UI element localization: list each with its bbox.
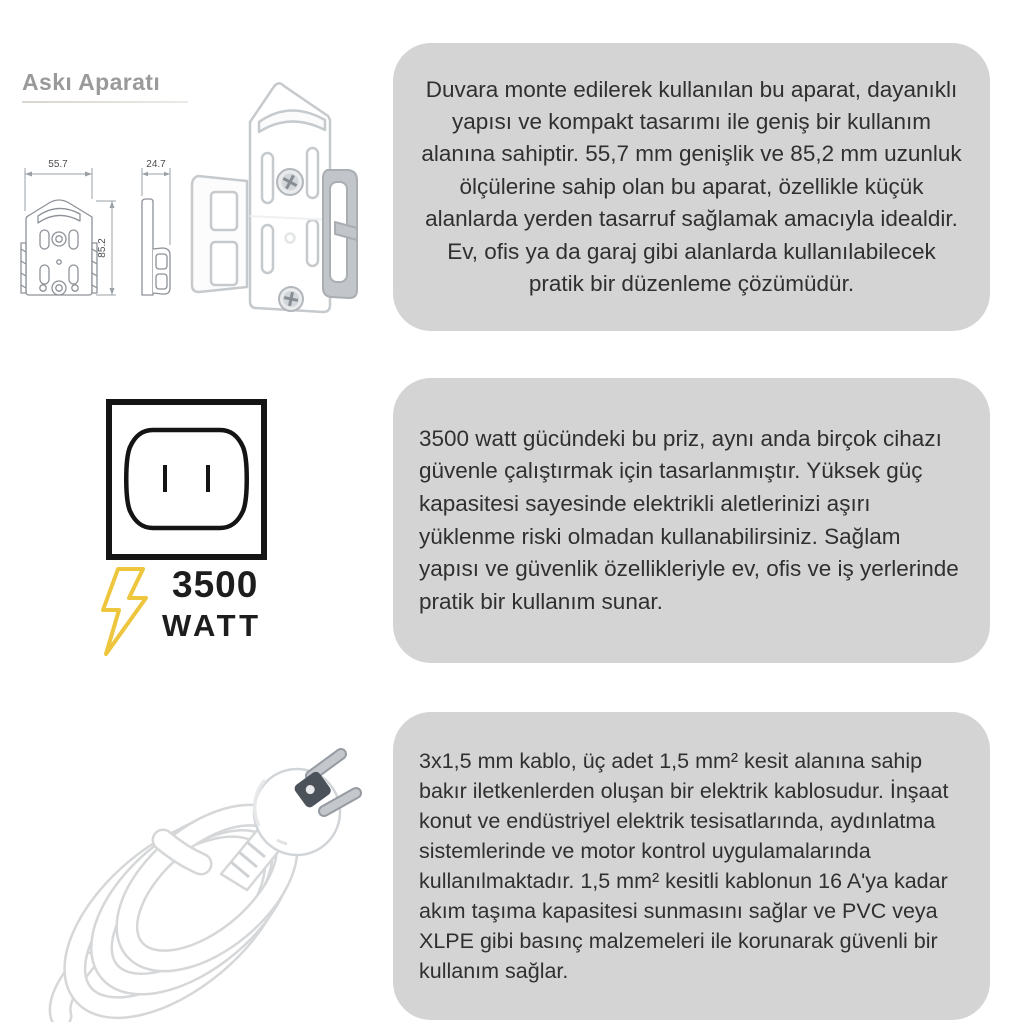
power-description-panel <box>393 378 990 663</box>
wall-mount-render-image <box>185 70 390 335</box>
mount-description-text: Duvara monte edilerek kullanılan bu aparat, dayanıklı yapısı ve kompakt tasarımı ile geniş bir kullanım alanına sahiptir. 55,7 mm genişlik ve 85,2 mm uzunluk ölçülerine sahip olan bu aparat, özellikle küçük alanlarda yerden tasarruf sağlamak amacıyla idealdir. Ev, ofis ya da garaj gibi alanlarda kullanılabilecek pratik bir düzenleme çözümüdür. <box>421 76 962 296</box>
mount-description-panel <box>393 43 990 331</box>
screw-icon <box>279 287 303 311</box>
cable-description-panel <box>393 712 990 1020</box>
power-description-text: 3500 watt gücündeki bu priz, aynı anda birçok cihazı güvenle çalıştırmak için tasarlanmıştır. Yüksek güç kapasitesi sayesinde elektrikli aletlerinizi aşırı yüklenme riski olmadan kullanabilirsiniz. Sağlam yapısı ve güvenlik özellikleriyle ev, ofis ve iş yerlerinde pratik bir kullanım sunar. <box>419 425 959 614</box>
height-dimension-label: 85.2 <box>97 238 108 258</box>
front-view-drawing <box>21 200 97 295</box>
plug-icon <box>254 754 356 855</box>
screw-icon <box>277 169 303 195</box>
width-dimension-label: 55.7 <box>48 159 68 170</box>
side-view-drawing <box>142 199 170 295</box>
lightning-bolt-icon <box>98 566 150 656</box>
power-unit: WATT <box>162 608 262 643</box>
technical-drawing-icon <box>12 153 197 328</box>
title-underline <box>22 101 188 103</box>
power-cable-image <box>25 712 365 1022</box>
section-title: Askı Aparatı <box>22 69 161 95</box>
cable-description-text: 3x1,5 mm kablo, üç adet 1,5 mm² kesit alanına sahip bakır iletkenlerden oluşan bir elektrik kablosudur. İnşaat konut ve endüstriyel elektrik tesisatlarında, aydınlatma sistemlerinde ve motor kontrol uygulamalarında kullanılmaktadır. 1,5 mm² kesitli kablonun 16 A'ya kadar akım taşıma kapasitesi sunmasını sağlar ve PVC veya XLPE gibi basınç malzemeleri ile korunarak güvenli bir kullanım sağlar. <box>419 748 949 984</box>
power-value: 3500 <box>172 564 259 605</box>
outlet-socket-icon <box>105 398 268 561</box>
depth-dimension-label: 24.7 <box>146 159 166 170</box>
